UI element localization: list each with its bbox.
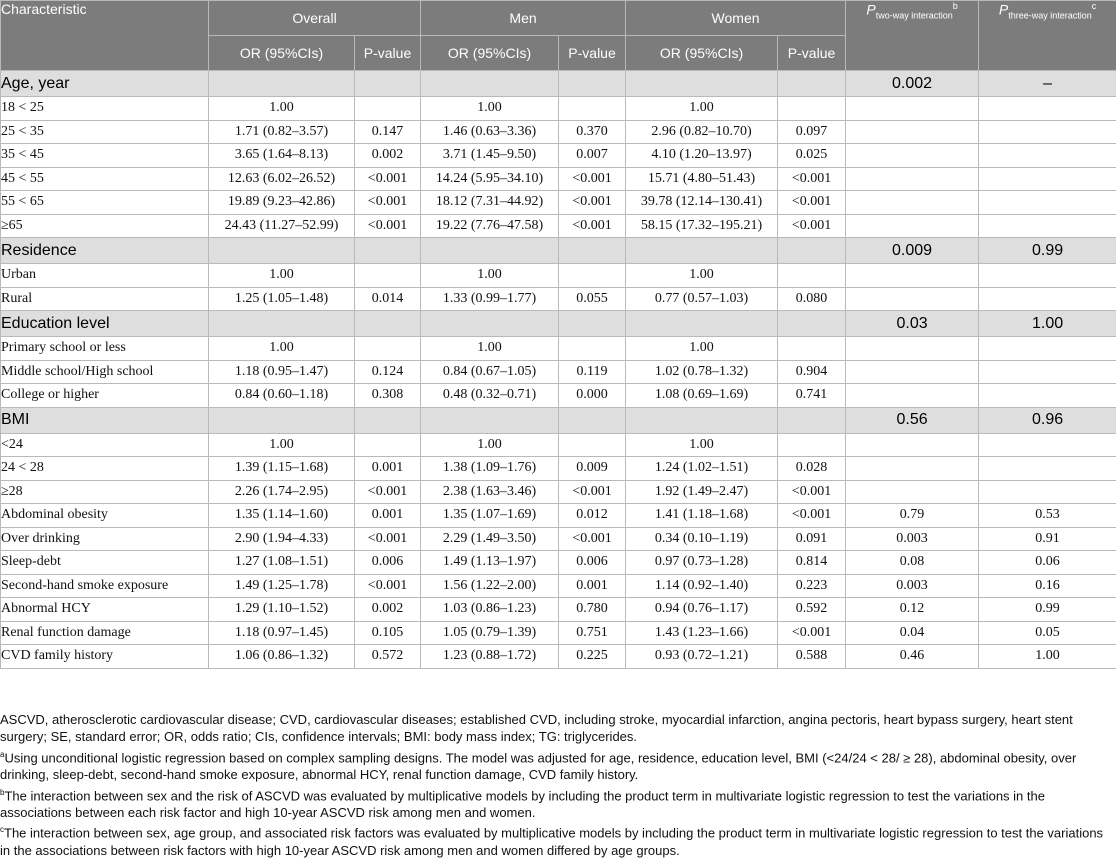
- table-row: 24 < 28 1.39 (1.15–1.68) 0.001 1.38 (1.09–1.76) 0.009 1.24 (1.02–1.51) 0.028: [1, 457, 1116, 481]
- group-p3: 0.99: [979, 238, 1116, 264]
- group-p3: –: [979, 71, 1116, 97]
- group-row-education: [1, 311, 1116, 337]
- header-p-two-way: $P_{two-way interaction}^b$: [846, 1, 979, 71]
- table-row: 25 < 35 1.71 (0.82–3.57) 0.147 1.46 (0.63–3.36) 0.370 2.96 (0.82–10.70) 0.097: [1, 120, 1116, 144]
- group-label: Age, year: [1, 71, 209, 97]
- group-label: BMI: [1, 407, 209, 433]
- header-men-p: P-value: [559, 36, 626, 71]
- table-row: Rural 1.25 (1.05–1.48) 0.014 1.33 (0.99–1.77) 0.055 0.77 (0.57–1.03) 0.080: [1, 287, 1116, 311]
- table-row: Second-hand smoke exposure 1.49 (1.25–1.78) <0.001 1.56 (1.22–2.00) 0.001 1.14 (0.92–1.40) 0.223 0.003 0.16: [1, 574, 1116, 598]
- footnote-a: $^a$Using unconditional logistic regression based on complex sampling designs. The model was adjusted for age, residence, education level, BMI (<24/24 < 28/ ≥ 28), abdominal obesity, over drinking, sleep-debt, second-hand smoke exposure, abnormal HCY, renal function damage, CVD family history.: [0, 749, 1077, 783]
- table-row: 45 < 55 12.63 (6.02–26.52) <0.001 14.24 (5.95–34.10) <0.001 15.71 (4.80–51.43) <0.001: [1, 167, 1116, 191]
- header-women-or: OR (95%CIs): [626, 36, 778, 71]
- header-row-1: [1, 1, 1116, 36]
- header-p-three-way: $P_{three-way interaction}^c$: [979, 1, 1116, 71]
- table-row: 55 < 65 19.89 (9.23–42.86) <0.001 18.12 (7.31–44.92) <0.001 39.78 (12.14–130.41) <0.001: [1, 191, 1116, 215]
- group-p2: 0.03: [846, 311, 979, 337]
- table-row: <24 1.00 1.00 1.00: [1, 433, 1116, 457]
- group-p2: 0.56: [846, 407, 979, 433]
- table-row: Sleep-debt 1.27 (1.08–1.51) 0.006 1.49 (1.13–1.97) 0.006 0.97 (0.73–1.28) 0.814 0.08 0.06: [1, 551, 1116, 575]
- footnote-b: $^b$The interaction between sex and the risk of ASCVD was evaluated by multiplicative models by including the product term in multivariate logistic regression to test the variations in the associations between each risk factor and high 10-year ASCVD risk among men and women.: [0, 787, 1045, 821]
- table-row: 35 < 45 3.65 (1.64–8.13) 0.002 3.71 (1.45–9.50) 0.007 4.10 (1.20–13.97) 0.025: [1, 144, 1116, 168]
- header-overall-or: OR (95%CIs): [209, 36, 355, 71]
- group-label: Residence: [1, 238, 209, 264]
- group-row-residence: [1, 238, 1116, 264]
- footnote-abbreviations: ASCVD, atherosclerotic cardiovascular disease; CVD, cardiovascular diseases; established CVD, including stroke, myocardial infarction, angina pectoris, heart bypass surgery, heart stent surgery; SE, standard error; OR, odds ratio; CIs, confidence intervals; BMI: body mass index; TG: triglycerides.: [0, 712, 1073, 745]
- group-label: Education level: [1, 311, 209, 337]
- header-overall-p: P-value: [355, 36, 421, 71]
- table-row: Urban 1.00 1.00 1.00: [1, 264, 1116, 288]
- header-women-p: P-value: [778, 36, 846, 71]
- group-p3: 0.96: [979, 407, 1116, 433]
- header-women: Women: [626, 1, 846, 36]
- table-row: 18 < 25 1.00 1.00 1.00: [1, 97, 1116, 121]
- table-row: Primary school or less 1.00 1.00 1.00: [1, 337, 1116, 361]
- group-p2: 0.002: [846, 71, 979, 97]
- table-row: Over drinking 2.90 (1.94–4.33) <0.001 2.29 (1.49–3.50) <0.001 0.34 (0.10–1.19) 0.091 0.003 0.91: [1, 527, 1116, 551]
- table-row: College or higher 0.84 (0.60–1.18) 0.308 0.48 (0.32–0.71) 0.000 1.08 (0.69–1.69) 0.741: [1, 384, 1116, 408]
- group-p2: 0.009: [846, 238, 979, 264]
- header-men-or: OR (95%CIs): [421, 36, 559, 71]
- table-row: CVD family history 1.06 (0.86–1.32) 0.572 1.23 (0.88–1.72) 0.225 0.93 (0.72–1.21) 0.588 0.46 1.00: [1, 645, 1116, 669]
- group-p3: 1.00: [979, 311, 1116, 337]
- header-overall: Overall: [209, 1, 421, 36]
- group-row-bmi: [1, 407, 1116, 433]
- group-row-age: [1, 71, 1116, 97]
- table-row: Middle school/High school 1.18 (0.95–1.47) 0.124 0.84 (0.67–1.05) 0.119 1.02 (0.78–1.32) 0.904: [1, 360, 1116, 384]
- footnote-c: $^c$The interaction between sex, age group, and associated risk factors was evaluated by multiplicative models by including the product term in multivariate logistic regression to test the variations in the associations between risk factors with high 10-year ASCVD risk among men and women differed by age groups.: [0, 825, 1104, 859]
- table-row: ≥28 2.26 (1.74–2.95) <0.001 2.38 (1.63–3.46) <0.001 1.92 (1.49–2.47) <0.001: [1, 480, 1116, 504]
- table-footnotes: [0, 711, 1114, 859]
- header-men: Men: [421, 1, 626, 36]
- table-row: Abdominal obesity 1.35 (1.14–1.60) 0.001 1.35 (1.07–1.69) 0.012 1.41 (1.18–1.68) <0.001 0.79 0.53: [1, 504, 1116, 528]
- table-row: ≥65 24.43 (11.27–52.99) <0.001 19.22 (7.76–47.58) <0.001 58.15 (17.32–195.21) <0.001: [1, 214, 1116, 238]
- table-row: Abnormal HCY 1.29 (1.10–1.52) 0.002 1.03 (0.86–1.23) 0.780 0.94 (0.76–1.17) 0.592 0.12 0.99: [1, 598, 1116, 622]
- header-characteristic: Characteristic: [1, 1, 209, 71]
- table-row: Renal function damage 1.18 (0.97–1.45) 0.105 1.05 (0.79–1.39) 0.751 1.43 (1.23–1.66) <0.001 0.04 0.05: [1, 621, 1116, 645]
